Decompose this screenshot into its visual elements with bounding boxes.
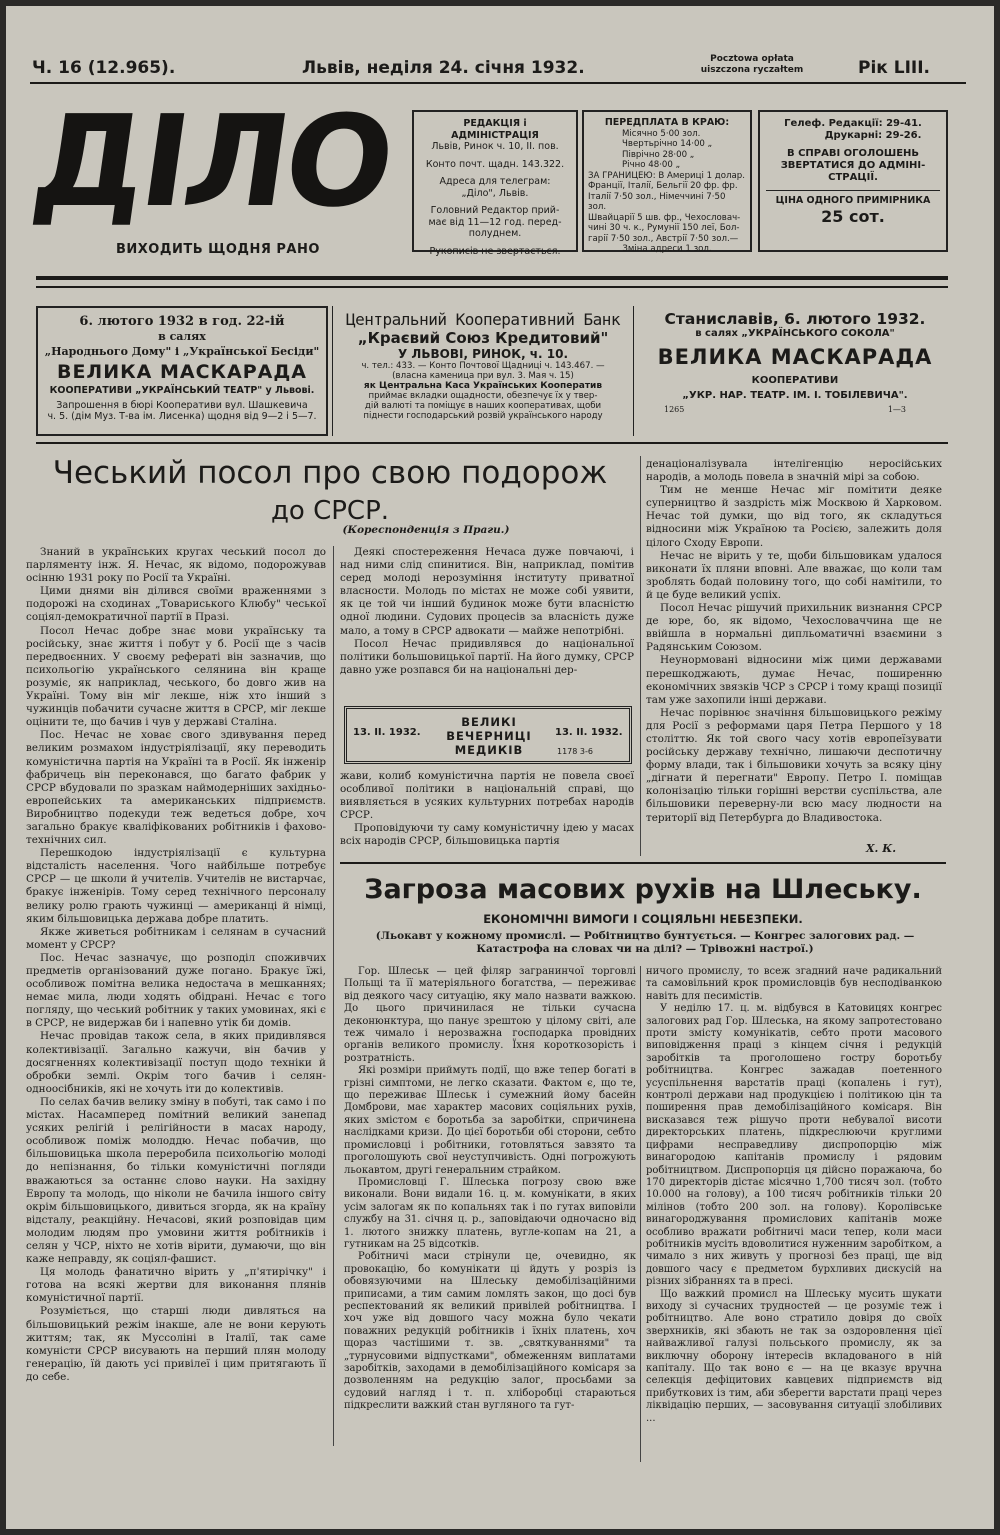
ad-line: піднести господарський розвій українського народу bbox=[363, 411, 603, 421]
article2-column-2 bbox=[646, 966, 942, 1462]
paragraph: Що важкий промисл на Шлеську мусить шукати виходу зі сучасних трудностей — це розуміє теж і робітництво. Але воно стратило довіря до своїх зверхників, які збають не так за оздоровлення цієї найважливої галузі польського промислу, як за виключну оборону інтересів вкладованого в ній капіталу. Що так воно є — на це вказує вручна селекція дефіцитових кавцевих підприємств від прибуткових із тим, аби зберегти варстати праці через ліквідацію перших, — засовування ситуації злобіливих ... bbox=[646, 1288, 942, 1424]
top-rule bbox=[30, 82, 966, 84]
paragraph: Нечас не вірить у те, щоби більшовикам удалося виконати їх пляни вповні. Але вважає, що коли там зроблять бодай половину того, що собі намітили, то й це буде великий успіх. bbox=[646, 549, 942, 601]
subscription-row: Чвертьрічно 14·00 „ bbox=[622, 139, 713, 149]
subscription-abroad: чині 30 ч. к., Румунії 150 леї, Бол- bbox=[588, 223, 740, 233]
ad-line: приймає вкладки ощадности, обезпечує їх у твер- bbox=[368, 391, 598, 401]
ad-medics bbox=[344, 706, 632, 764]
article1-column-1 bbox=[26, 546, 326, 1446]
article1-column-3 bbox=[646, 458, 942, 844]
paragraph: денаціоналізувала інтелігенцію неросійських народів, а молодь повела в значній мірі за собою. bbox=[646, 458, 942, 484]
paragraph: Деякі спостереження Нечаса дуже повчаючі, і над ними слід спинитися. Він, наприклад, помітив серед молоді нерозуміння інституту приватної власности. Молодь по містах не може собі уявити, як це той чи інший будинок може бути власністю одної людини. Судових процесів за власність дуже мало, а тому в СРСР адвокати — майже непотрібні. bbox=[340, 546, 634, 637]
paragraph: Посол Нечас рішучий прихильник визнання СРСР де юре, бо, як відомо, Чехословаччина ще не ввійшла в нормальні дипльоматичні взаємини з Радянським Союзом. bbox=[646, 602, 942, 654]
newspaper-page bbox=[6, 6, 994, 1529]
ad-line: в салях „УКРАЇНСЬКОГО СОКОЛА" bbox=[695, 328, 895, 339]
masthead-subtitle: ВИХОДИТЬ ЩОДНЯ РАНО bbox=[116, 242, 320, 257]
paragraph: У неділю 17. ц. м. відбувся в Катовицях конгрес залогових рад Гор. Шлеська, на якому запротестовано проти змісту комунікатів, себто проти масового виповідження праці з кінцем січня і редукцій заробітків та проголошено гостру боротьбу робітництва. Конгрес зажадав поетенного усуспільнення варстатів праці (копалень і гут), контролі держави над продукцією і політикою цін та поширення прав демобілізаційного комісаря. Він висказався теж рішучо проти небувалої висоти директорських платень, підкреслюючи круглими цифрами несправедливу диспропорцію між винагородою капітанів промислу і рядовим робітництвом. Диспропорція ця дійсно поражаюча, бо 170 директорів дістає місячно 1,700 тисяч зол. (тобто 10.000 на голову), а 100 тисяч робітників тільки 20 мілінов (тобто 200 зол. на голову). Королівське винагороджування промислових капітанів може особливо вражати робітничі маси тепер, коли маси робітників мусіть вдоволитися нуженним заробітком, а чимало з них живуть у прогнозі без праці, ще від довшого часу є предметом бурхливих дискусій на різних зібраннях та в пресі. bbox=[646, 1003, 942, 1288]
ad-line: „УКР. НАР. ТЕАТР. ІМ. І. ТОБІЛЕВИЧА". bbox=[682, 390, 908, 401]
ad-maskarada-lviv bbox=[36, 306, 328, 436]
ad-line: Станиславів, 6. лютого 1932. bbox=[664, 310, 926, 328]
paragraph: Робітничі маси стрінули це, очевидно, як провокацію, бо комунікати ці йдуть у розріз із обовязуючими на Шлеську демобілізаційними приписами, а тим самим ломлять закон, що досі був респектований як великий привілей робітництва. І хоч уже від довшого часу можна було чекати поважних редукцій робітників і їхніх платень, хоч щораз частішими т. зв. „святкуваннями" та „турнусовими відпустками", обмеженням виплатами заробітків, заходами в демобілізаційного комісаря за дозволенням на редукцію залог, просьбами за судовий нагляд і т. п. хліборобці стараються підкреслити важкий стан вугляного та гут- bbox=[344, 1251, 636, 1412]
ad-code: 1—3 bbox=[887, 405, 906, 414]
article1-title-line2: до СРСР. bbox=[270, 496, 390, 526]
article2-column-1 bbox=[344, 966, 636, 1462]
ad-line: „Народнього Дому" і „Української Бесіди" bbox=[44, 345, 320, 358]
ad-headline: ВЕЛИКІ ВЕЧЕРНИЦІ МЕДИКІВ bbox=[446, 715, 532, 757]
paragraph: Неунормовані відносини між цими державами перешкоджають, думає Нечас, поширенню економічних звязків ЧСР з СРСР і тому кращі позиції там уже захопили інші держави. bbox=[646, 654, 942, 706]
ad-codes bbox=[644, 401, 946, 414]
column-divider bbox=[640, 966, 641, 1462]
editorial-line: Адреса для телеграм: bbox=[439, 176, 551, 187]
subscription-abroad: Італії 7·50 зол., Німеччині 7·50 зол. bbox=[588, 191, 726, 212]
ad-code: 1265 bbox=[664, 405, 685, 414]
postage-line: uiszczona ryczałtem bbox=[700, 65, 804, 75]
postage-note bbox=[682, 54, 822, 76]
subscription-title: ПЕРЕДПЛАТА В КРАЮ: bbox=[604, 117, 730, 128]
year-volume: Рік LIII. bbox=[858, 58, 931, 78]
header-rule bbox=[36, 276, 948, 280]
ad-line: „Краєвий Союз Кредитовий" bbox=[357, 329, 609, 347]
editorial-line: Конто почт. щадн. 143.322. bbox=[425, 158, 565, 170]
paragraph: Знаний в українських кругах чеський посол до парляменту інж. Я. Нечас, як відомо, подорожував осінню 1931 року по Росії та Україні. bbox=[26, 546, 326, 585]
ad-line: КООПЕРАТИВИ „УКРАЇНСЬКИЙ ТЕАТР" у Львові. bbox=[49, 385, 315, 396]
ad-line: ч. тел.: 433. — Конто Почтової Щадниці ч. 143.467. — bbox=[361, 361, 605, 371]
column-divider bbox=[640, 456, 641, 856]
ad-line: 6. лютого 1932 в год. 22-ій bbox=[79, 314, 285, 329]
ad-date-right: 13. II. 1932. bbox=[555, 727, 623, 738]
article1-column-2 bbox=[340, 546, 634, 696]
subscription-box bbox=[582, 110, 752, 252]
ad-headline: ВЕЛИКА МАСКАРАДА bbox=[56, 361, 308, 383]
subscription-abroad: Зміна адреси 1 зол. bbox=[622, 244, 712, 254]
paragraph: Тим не менше Нечас міг помітити деяке суперництво й заздрість між Москвою й Харковом. Нечас той думки, що від того, як складуться відносини між Україною та Росією, залежить доля цілого Сходу Европи. bbox=[646, 484, 942, 549]
paragraph: Пос. Нечас не ховає свого здивування перед великим розмахом індустріялізації, яку переводить комуністична партія на Україні та в Росії. Як інженір фабричець він переконався, що багато фабрик у СРСР вбудовали по зразкам наймодерніших західньо-европейських та американських підприємств. Виробництво подекуди теж ведеться добре, хоч загально бракує кваліфікованих робітників і фахово-технічних сил. bbox=[26, 729, 326, 847]
paragraph: Проповідуючи ту саму комуністичну ідею у масах всіх народів СРСР, більшовицька партія bbox=[340, 822, 634, 848]
editorial-line: полуднем. bbox=[468, 228, 522, 239]
paragraph: Посол Нечас придивлявся до національної політики большовицької партії. На його думку, СРСР давно уже розпався би на національні дер- bbox=[340, 637, 634, 676]
article1-column-2b bbox=[340, 770, 634, 858]
ad-code: 1178 3-6 bbox=[557, 747, 593, 756]
editorial-box bbox=[412, 110, 578, 257]
paragraph: Гор. Шлеськ — цей філяр загранинчої торговлі Польщі та її матеріяльного богатства, — переживає від деякого часу ситуацію, яку мало назвати важкою. До цього причинилася не тільки сучасна деконюнктура, що панує зрештою у цілому світі, але теж чимало і нерозважна господарка провідних органів великого промислу. Їхня короткозорість і розтратність. bbox=[344, 966, 636, 1064]
ad-line: ч. 5. (дім Муз. Т-ва ім. Лисенка) щодня від 9—2 і 5—7. bbox=[47, 411, 317, 422]
price-value: 25 сот. bbox=[821, 207, 885, 226]
paragraph: ничого промислу, то всеж згадний наче радикальний та самовільний крок промисловців був несподіванкою навіть для песимістів. bbox=[646, 966, 942, 1002]
article1-title: Чеський посол про свою подорож bbox=[52, 455, 608, 491]
paragraph: Які розміри приймуть події, що вже тепер богаті в грізні симптоми, не легко сказати. Фактом є, що те, що переживає Шлеськ і сумежний йому басейн Домброви, має характер масових соціяльних рухів, яких змістом є боротьба за заробітки, спричинена наслідками кризи. До цієї боротьби обі сторони, себто промисловці і робітники, готовляться завзято та проголошують свої неуступчивість. Одні погрожують льокавтом, другі генеральним страйком. bbox=[344, 1065, 636, 1176]
subscription-row: Річно 48·00 „ bbox=[622, 160, 681, 170]
paragraph: Нечас провідав також села, в яких придивлявся колективізації. Загально кажучи, він бачив у досягненнях колективізації поступ щодо техніки й обробки землі. Окрім того бачив і селян-одноосібників, які не хочуть іти до колективів. bbox=[26, 1030, 326, 1095]
editorial-line: „Діло", Львів. bbox=[461, 187, 529, 199]
price-label: ЦІНА ОДНОГО ПРИМІРНИКА bbox=[775, 195, 931, 206]
ad-line: (власна каменица при вул. 3. Мая ч. 15) bbox=[392, 371, 574, 381]
subscription-abroad: Франції, Італії, Бельгії 20 фр. фр. bbox=[588, 181, 738, 191]
ad-maskarada-stanyslaviv bbox=[640, 306, 950, 436]
ad-line: КООПЕРАТИВИ bbox=[751, 375, 839, 386]
paragraph: Посол Нечас добре знає мови українську та російську, знає життя і побут у б. Росії ще з часів передвоєнних. У своєму рефераті він зазначив, що психольогію українського селянина він краще розуміє, як наприклад, чеського, бо довго жив на Україні. Тому він міг лекше, ніж хто інший з чужинців побачити сучасне життя в СРСР, міг лекше оцінити те, що бачив і чув у державі Сталіна. bbox=[26, 624, 326, 729]
header-rule bbox=[36, 286, 948, 288]
issue-number: Ч. 16 (12.965). bbox=[32, 58, 176, 78]
editorial-line: Львів, Ринок ч. 10, II. пов. bbox=[431, 141, 559, 152]
article2-subtitle: ЕКОНОМІЧНІ ВИМОГИ І СОЦІЯЛЬНІ НЕБЕЗПЕКИ. bbox=[483, 912, 803, 926]
ad-line: Запрошення в бюрі Кооперативи вул. Шашкевича bbox=[56, 400, 308, 411]
ad-headline: Центральний Кооперативний Банк bbox=[346, 310, 620, 329]
masthead-title: ДІЛО bbox=[23, 88, 400, 235]
editorial-line: РЕДАКЦІЯ і АДМІНІСТРАЦІЯ bbox=[451, 118, 539, 141]
subscription-abroad: Швайцарії 5 шв. фр., Чехословач- bbox=[588, 212, 741, 223]
paragraph: Нечас порівнює значіння більшовицького режіму для Росії з реформами царя Петра Першого у 18 століттю. Як той свого часу хотів европеїзувати російську державу технічно, лишаючи деспотичну форму влади, так і більшовики хочуть за всяку ціну „дігнати й перегнати" Европу. Петро I. поміщав колонізацію тільки горішні верстви суспільства, але більшовики переверну-ли всю масу людности на території від Петербурга до Владивостока. bbox=[646, 706, 942, 824]
paragraph: Пос. Нечас зазначує, що розподіл споживчих предметів організований дуже погано. Бракує їжі, особливож помітна велика недостача в мешканнях; немає мила, люди ходять обідрані. Нечас є того погляду, що чеський робітник у таких умовинах, які є в СРСР, не видержав би і напевно утік би домів. bbox=[26, 951, 326, 1030]
ad-bank bbox=[332, 306, 634, 436]
article1-subtitle: (Кореспонденція з Праги.) bbox=[342, 524, 510, 536]
article1-signature: Х. К. bbox=[866, 842, 897, 855]
subscription-abroad: гарії 7·50 зол., Австрії 7·50 зол.— bbox=[588, 233, 739, 244]
ad-headline: ВЕЛИКА МАСКАРАДА bbox=[657, 345, 933, 369]
article2-lead: (Льокавт у кожному промислі. — Робітництво бунтується. — Конгрес залогових рад. — Катастрофа на словах чи на ділі? — Трівожні настрої.) bbox=[375, 930, 915, 955]
section-rule bbox=[340, 862, 946, 864]
place-date: Львів, неділя 24. січня 1932. bbox=[302, 58, 585, 78]
paragraph: Розуміється, що старші люди дивляться на більшовицький режім інакше, але не вони керують життям; так, як Муссоліні в Італії, так саме комуністи СРСР висувають на перший плян молоду генерацію, їй дають усі привілеї і цим притягають її до себе. bbox=[26, 1305, 326, 1383]
article2-title: Загроза масових рухів на Шлеську. bbox=[364, 874, 922, 905]
editorial-line: має від 11—12 год. перед- bbox=[428, 216, 562, 228]
subscription-row: Піврічно 28·00 „ bbox=[622, 149, 695, 160]
paragraph: Цими днями він ділився своїми враженнями з подорожі на сходинах „Товариського Клюбу" чеської соціял-демократичної партії в Празі. bbox=[26, 585, 326, 624]
ads-note: В СПРАВІ ОГОЛОШЕНЬ ЗВЕРТАТИСЯ ДО АДМІНІ-СТРАЦІЇ. bbox=[780, 148, 926, 183]
ad-line: в салях bbox=[158, 330, 206, 343]
editorial-line: Рукописів не звертається. bbox=[429, 245, 561, 257]
ad-line: дій валюті та поміщує в наших кооперативах, щоби bbox=[364, 401, 602, 411]
ad-line: У ЛЬВОВІ, РИНОК, ч. 10. bbox=[397, 347, 569, 361]
phone-printing: Друкарні: 29-26. bbox=[824, 130, 922, 141]
subscription-row: Місячно 5·00 зол. bbox=[622, 128, 701, 139]
section-rule bbox=[36, 442, 948, 444]
postage-line: Pocztowa opłata bbox=[710, 54, 794, 64]
paragraph: По селах бачив велику зміну в побуті, так само і по містах. Насамперед помітний великий занепад усяких релігій і релігійности в масах народу, особливож поміж молоддю. Нечас побачив, що більшовицька школа переробила психольогію молоді до непізнання, бо тільки комуністичні погляди вважаються за останнє слово науки. На західну Европу та молодь, що ніколи не бачила іншого світу окрім більшовицького, дивиться згорда, як на країну відсталу, реакційну. Нечасові, який розповідав цим молодим людям про умовини життя робітників і селян у ЧСР, ніхто не хотів вірити, думаючи, що він каже неправду, як соціял-фашист. bbox=[26, 1095, 326, 1266]
phone-editorial: Гелеф. Редакції: 29-41. bbox=[784, 118, 922, 129]
paragraph: Ця молодь фанатично вірить у „п'ятирічку" і готова на всякі жертви для виконання плянів комуністичної партії. bbox=[26, 1266, 326, 1305]
subscription-abroad: ЗА ГРАНИЦЕЮ: В Америці 1 долар. bbox=[588, 170, 745, 181]
paragraph: жави, колиб комуністична партія не повела своєї особливої політики в національній справі, що виявляється в усяких культурних потребах народів СРСР. bbox=[340, 770, 634, 822]
contact-box bbox=[758, 110, 948, 252]
ad-date-left: 13. II. 1932. bbox=[353, 727, 421, 738]
paragraph: Якже живеться робітникам і селянам в сучасний момент у СРСР? bbox=[26, 925, 326, 951]
paragraph: Промисловці Г. Шлеська погрозу свою вже виконали. Вони видали 16. ц. м. комунікати, в яких усім залогам як по копальнях так і по гутах виповіли службу на 31. січня ц. р., заповідаючи одночасно від 1. лютого знижку платень, вугле-копам на 21, а гутникам на 25 відсотків. bbox=[344, 1176, 636, 1250]
paragraph: Перешкодою індустріялізації є культурна відсталість населення. Чого найбільше потребує СРСР — це школи й учителів. Учителів не вистарчає, бракує інженірів. Тому серед технічного персоналу велику ролю грають чужинці — американці й німці, яким більшовицька держава добре платить. bbox=[26, 847, 326, 925]
divider bbox=[766, 190, 940, 191]
ad-line: як Центральна Каса Українських Кооператив bbox=[363, 381, 603, 391]
editorial-line: Головний Редактор прий- bbox=[430, 205, 560, 216]
column-divider bbox=[333, 546, 334, 1446]
